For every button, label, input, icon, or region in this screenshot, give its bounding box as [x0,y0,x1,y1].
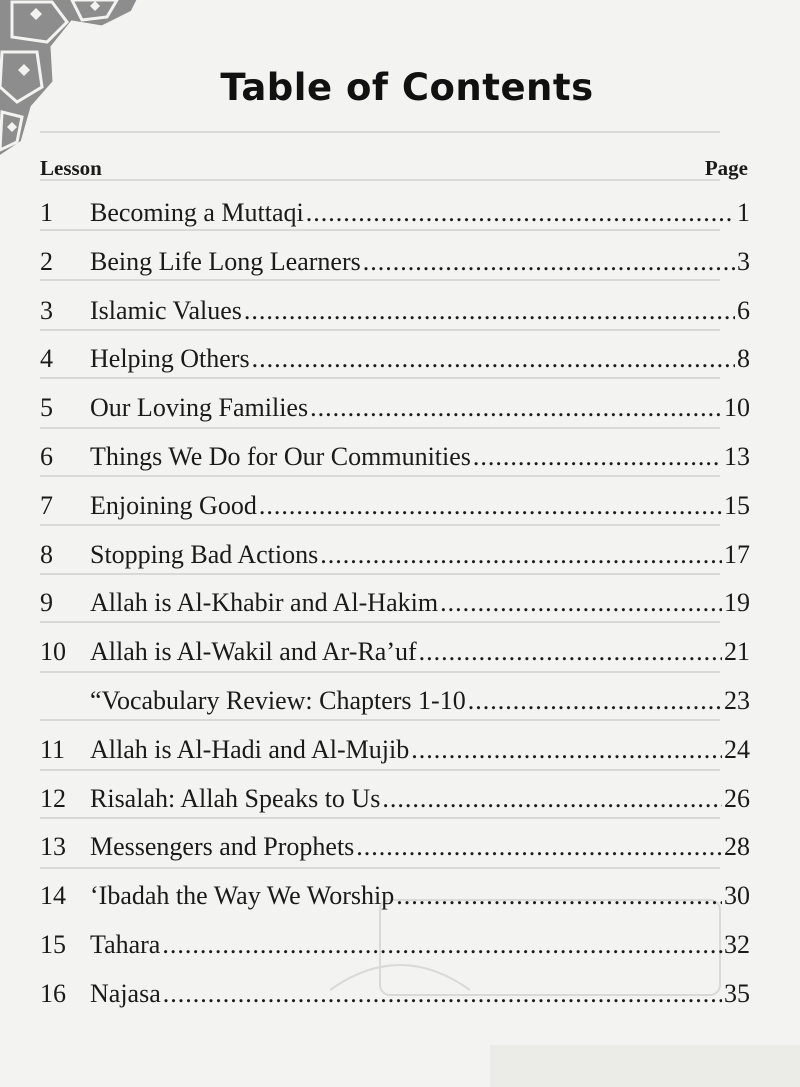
entry-title: Najasa [90,978,161,1008]
toc-entry [40,441,750,490]
dot-leader [310,392,722,423]
entry-number: 6 [40,441,53,471]
entry-title: Tahara [90,929,161,959]
page-title: Table of Contents [220,66,594,109]
dot-leader [440,587,722,618]
dot-leader [252,343,735,374]
entry-number: 12 [40,783,66,813]
entry-title: Allah is Al-Hadi and Al-Mujib [90,734,410,764]
toc-entry [40,783,750,832]
column-headers [40,156,748,181]
entry-number: 7 [40,490,53,520]
entry-page: 13 [724,441,750,471]
entry-number: 9 [40,588,53,618]
entry-title: Messengers and Prophets [90,832,355,862]
entry-title: Our Loving Families [90,393,309,423]
entry-page: 24 [724,734,750,764]
toc-entry [40,490,750,539]
dot-leader [396,880,722,911]
entry-number: 15 [40,929,66,959]
dot-leader [320,539,722,570]
entry-title: Enjoining Good [90,490,257,520]
entry-title: Things We Do for Our Communities [90,441,471,471]
entry-number: 10 [40,637,66,667]
toc-list [40,197,750,1027]
toc-entry [40,392,750,441]
entry-page: 19 [724,588,750,618]
entry-number: 16 [40,978,66,1008]
entry-number: 14 [40,881,66,911]
dot-leader [419,636,722,667]
entry-page: 35 [724,978,750,1008]
entry-number: 5 [40,393,53,423]
entry-title: Stopping Bad Actions [90,539,319,569]
entry-number: 4 [40,344,53,374]
dot-leader [356,831,722,862]
entry-page: 1 [737,198,750,227]
entry-page: 21 [724,637,750,667]
lesson-column-header: Lesson [40,156,102,180]
entry-page: 8 [737,344,750,374]
entry-title: Becoming a Muttaqi [90,198,304,227]
toc-entry [40,929,750,978]
toc-entry [40,734,750,783]
dot-leader [259,490,722,521]
entry-page: .32 [717,929,750,959]
dot-leader [468,685,722,716]
entry-page: 30 [724,881,750,911]
entry-page: 26 [724,783,750,813]
entry-title: Allah is Al-Khabir and Al-Hakim [90,588,439,618]
dot-leader [411,734,722,765]
entry-page: 3 [737,246,750,276]
toc-entry [40,587,750,636]
entry-page: 10 [724,393,750,423]
entry-title: ‘Ibadah the Way We Worship [90,881,395,911]
entry-page: 15 [724,490,750,520]
entry-number: 11 [40,734,66,764]
entry-page: 23 [724,685,750,715]
bottom-shadow-band [490,1045,800,1087]
entry-number: 13 [40,832,66,862]
toc-entry [40,636,750,685]
toc-entry [40,295,750,344]
dot-leader [162,929,715,960]
entry-number: 3 [40,295,53,325]
toc-entry [40,685,750,734]
dot-leader [382,783,722,814]
toc-entry [40,197,750,246]
dot-leader [363,246,735,277]
entry-number: 8 [40,539,53,569]
dot-leader [163,978,722,1009]
toc-entry [40,539,750,588]
toc-entry [40,880,750,929]
entry-title: Being Life Long Learners [90,246,361,276]
entry-title: Allah is Al-Wakil and Ar-Ra’uf [90,637,417,667]
toc-entry [40,978,750,1027]
entry-number: 2 [40,246,53,276]
entry-page: 28 [724,832,750,862]
entry-page: 6 [737,295,750,325]
toc-entry [40,831,750,880]
entry-title: Helping Others [90,344,250,374]
dot-leader [473,441,722,472]
page-column-header: Page [704,156,748,180]
entry-title: Risalah: Allah Speaks to Us [90,783,381,813]
entry-title: Islamic Values [90,295,242,325]
dot-leader [244,295,735,326]
entry-title: “Vocabulary Review: Chapters 1-10 [90,685,466,715]
toc-entry [40,246,750,295]
toc-entry [40,343,750,392]
entry-page: 17 [724,539,750,569]
entry-number: 1 [40,198,53,227]
dot-leader [306,197,735,228]
